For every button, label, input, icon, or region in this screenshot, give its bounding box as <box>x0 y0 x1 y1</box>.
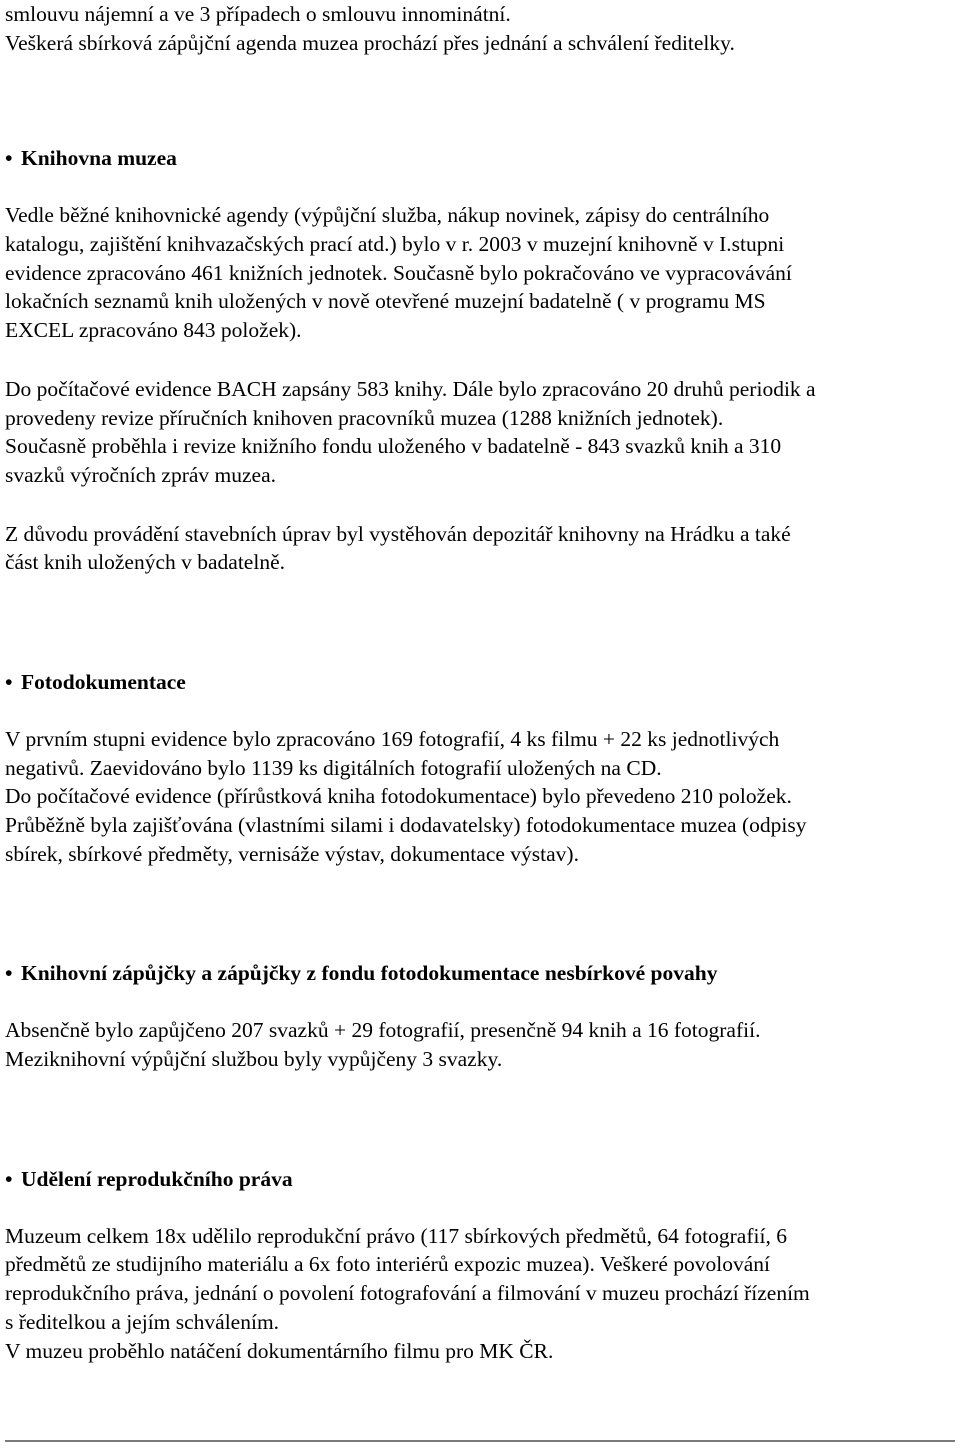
bullet-icon: • <box>5 669 13 694</box>
section-heading <box>5 143 955 173</box>
section-heading-text: Fotodokumentace <box>21 669 186 694</box>
paragraph <box>5 520 955 577</box>
paragraph <box>5 1222 955 1365</box>
document-page <box>5 0 955 1365</box>
text-line: V prvním stupni evidence bylo zpracováno 169 fotografií, 4 ks filmu + 22 ks jednotlivých <box>5 726 780 751</box>
text-line: smlouvu nájemní a ve 3 případech o smlouvu innominátní. <box>5 2 511 26</box>
section-heading-text: Knihovní zápůjčky a zápůjčky z fondu fotodokumentace nesbírkové povahy <box>21 961 718 986</box>
text-line: Z důvodu provádění stavebních úprav byl vystěhován depozitář knihovny na Hrádku a také <box>5 521 791 546</box>
text-line: část knih uložených v badatelně. <box>5 550 285 575</box>
text-line: Do počítačové evidence (přírůstková kniha fotodokumentace) bylo převedeno 210 položek. <box>5 784 792 809</box>
text-line: Vedle běžné knihovnické agendy (výpůjční služba, nákup novinek, zápisy do centrálního <box>5 203 770 228</box>
text-line: evidence zpracováno 461 knižních jednotek. Současně bylo pokračováno ve vypracovávání <box>5 260 792 285</box>
paragraph <box>5 1016 955 1073</box>
section-knihovna-muzea <box>5 143 955 577</box>
section-heading-text: Knihovna muzea <box>21 146 177 171</box>
section-fotodokumentace <box>5 667 955 868</box>
page-divider <box>5 1440 955 1442</box>
text-line: V muzeu proběhlo natáčení dokumentárního filmu pro MK ČR. <box>5 1338 554 1363</box>
text-line: Meziknihovní výpůjční službou byly vypůjčeny 3 svazky. <box>5 1047 503 1072</box>
paragraph <box>5 201 955 344</box>
paragraph <box>5 725 955 868</box>
intro-paragraph <box>5 0 955 57</box>
text-line: EXCEL zpracováno 843 položek). <box>5 318 302 343</box>
bullet-icon: • <box>5 146 13 171</box>
text-line: provedeny revize příručních knihoven pracovníků muzea (1288 knižních jednotek). <box>5 405 724 430</box>
text-line: sbírek, sbírkové předměty, vernisáže výstav, dokumentace výstav). <box>5 841 579 866</box>
text-line: katalogu, zajištění knihvazačských prací atd.) bylo v r. 2003 v muzejní knihovně v I.stupni <box>5 232 785 257</box>
text-line: Průběžně byla zajišťována (vlastními silami i dodavatelsky) fotodokumentace muzea (odpisy <box>5 813 807 837</box>
paragraph <box>5 375 955 490</box>
text-line: reprodukčního práva, jednání o povolení fotografování a filmování v muzeu prochází řízením <box>5 1281 810 1306</box>
text-line: lokačních seznamů knih uložených v nově otevřené muzejní badatelně ( v programu MS <box>5 289 766 314</box>
text-line: Muzeum celkem 18x udělilo reprodukční právo (117 sbírkových předmětů, 64 fotografií, 6 <box>5 1223 787 1248</box>
text-line: negativů. Zaevidováno bylo 1139 ks digitálních fotografií uložených na CD. <box>5 755 662 780</box>
text-line: předmětů ze studijního materiálu a 6x foto interiérů expozic muzea). Veškeré povolování <box>5 1252 770 1277</box>
text-line: Současně proběhla i revize knižního fondu uloženého v badatelně - 843 svazků knih a 310 <box>5 434 782 459</box>
bullet-icon: • <box>5 961 13 986</box>
section-heading <box>5 958 955 988</box>
text-line: Do počítačové evidence BACH zapsány 583 knihy. Dále bylo zpracováno 20 druhů periodik a <box>5 376 816 401</box>
section-heading <box>5 667 955 697</box>
text-line: Veškerá sbírková zápůjční agenda muzea prochází přes jednání a schválení ředitelky. <box>5 30 735 55</box>
section-heading <box>5 1164 955 1194</box>
section-udeleni-reprodukcniho-prava <box>5 1164 955 1365</box>
section-knihovni-zapujcky <box>5 958 955 1073</box>
text-line: s ředitelkou a jejím schválením. <box>5 1309 280 1334</box>
section-heading-text: Udělení reprodukčního práva <box>21 1166 293 1191</box>
text-line: svazků výročních zpráv muzea. <box>5 462 277 487</box>
bullet-icon: • <box>5 1166 13 1191</box>
text-line: Absenčně bylo zapůjčeno 207 svazků + 29 fotografií, presenčně 94 knih a 16 fotografií. <box>5 1018 761 1043</box>
